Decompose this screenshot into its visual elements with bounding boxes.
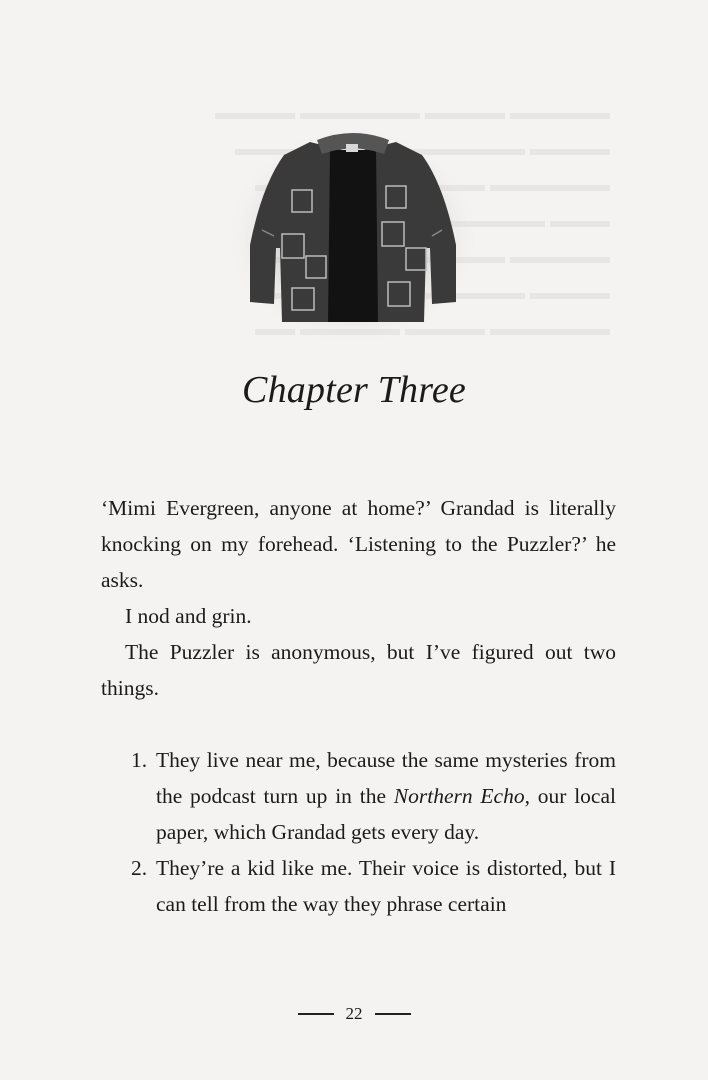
list-item-text: They’re a kid like me. Their voice is distorted, but I can tell from the way they phrase certain [156, 856, 616, 916]
numbered-list [101, 742, 616, 922]
list-number: 1. [131, 748, 148, 772]
footer-rule-left [298, 1013, 334, 1015]
page-footer [0, 1004, 708, 1024]
paragraph: The Puzzler is anonymous, but I’ve figured out two things. [101, 640, 616, 700]
newspaper-title: Northern Echo [393, 784, 525, 808]
paragraph: ‘Mimi Evergreen, anyone at home?’ Grandad is literally knocking on my forehead. ‘Listening to the Puzzler?’ he asks. [101, 496, 616, 592]
body-text [101, 490, 616, 922]
jacket-icon [222, 110, 484, 345]
show-through-texture: ▬▬▬▬▬ ▬▬▬▬ ▬▬▬▬▬▬ ▬▬▬▬ ▬▬▬▬ ▬▬▬▬▬▬ ▬▬▬▬▬▬ ▬▬▬ ▬▬▬▬▬▬ ▬▬▬▬▬ ▬▬▬▬ ▬▬▬▬▬ ▬▬▬▬▬▬ ▬▬▬▬ ▬▬▬▬▬ ▬▬ [215, 102, 610, 340]
page-number: 22 [345, 1004, 363, 1023]
chapter-title: Chapter Three [242, 369, 466, 411]
list-item-text: , our local paper, which Grandad gets every day. [156, 784, 616, 844]
list-item [101, 742, 616, 850]
footer-rule-right [375, 1013, 411, 1015]
list-number: 2. [131, 856, 148, 880]
list-item-text: They live near me, because the same mysteries from the podcast turn up in the [156, 748, 616, 808]
list-item [101, 850, 616, 922]
paragraph: I nod and grin. [125, 604, 252, 628]
